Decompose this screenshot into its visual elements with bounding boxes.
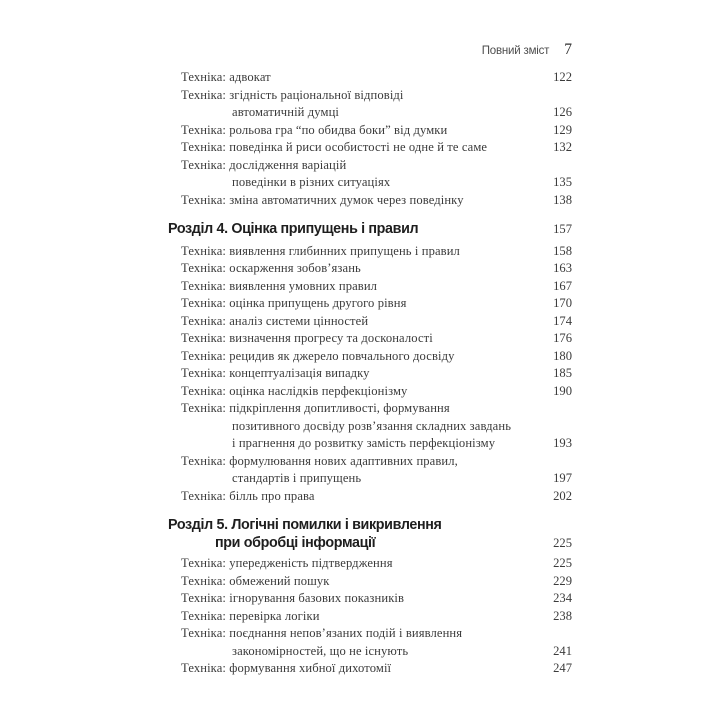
toc-list	[168, 69, 572, 678]
toc-entry-title: Техніка: перевірка логіки	[181, 608, 320, 623]
toc-entry-title: Техніка: дослідження варіацій	[181, 157, 347, 172]
toc-entry-title: Техніка: обмежений пошук	[181, 573, 330, 588]
toc-entry-title: при обробці інформації	[215, 534, 376, 551]
toc-row	[181, 660, 572, 678]
toc-entry-page: 126	[553, 105, 572, 119]
toc-row	[181, 643, 572, 661]
toc-row	[181, 435, 572, 453]
toc-row	[181, 157, 572, 175]
toc-row	[181, 555, 572, 573]
toc-row	[181, 122, 572, 140]
toc-entry-page: 229	[553, 573, 572, 588]
toc-entry-page: 157	[553, 222, 572, 236]
toc-entry-page: 234	[553, 591, 572, 605]
toc-entry-title: поведінки в різних ситуаціях	[232, 175, 391, 189]
toc-row	[181, 69, 572, 87]
toc-row	[181, 243, 572, 261]
toc-entry-title: позитивного досвіду розв’язання складних завдань	[232, 418, 512, 433]
toc-row	[181, 365, 572, 383]
toc-row	[181, 139, 572, 157]
toc-entry-page: 135	[553, 175, 572, 189]
toc-entry-title: Техніка: рецидив як джерело повчального досвіду	[181, 348, 455, 363]
toc-entry-title: Техніка: адвокат	[181, 70, 271, 84]
toc-row	[181, 330, 572, 348]
toc-entry-title: Техніка: виявлення умовних правил	[181, 278, 378, 293]
toc-row	[181, 470, 572, 488]
toc-entry-title: закономірностей, що не існують	[232, 643, 409, 658]
toc-entry-title: Техніка: формування хибної дихотомії	[181, 661, 392, 675]
toc-entry-page: 122	[553, 70, 572, 84]
toc-entry-page: 197	[553, 471, 572, 485]
toc-entry-page: 180	[553, 348, 572, 363]
toc-entry-title: Техніка: зміна автоматичних думок через поведінку	[181, 192, 464, 207]
toc-entry-title: Техніка: рольова гра “по обидва боки” від думки	[181, 122, 448, 137]
toc-entry-title: Техніка: аналіз системи цінностей	[181, 313, 369, 328]
toc-entry-page: 190	[553, 383, 572, 398]
running-header	[482, 41, 572, 59]
toc-entry-page: 241	[553, 643, 572, 658]
toc-entry-title: Техніка: визначення прогресу та досконалості	[181, 331, 433, 345]
toc-entry-title: Техніка: поведінка й риси особистості не одне й те саме	[181, 140, 488, 154]
toc-entry-title: стандартів і припущень	[232, 471, 362, 485]
toc-entry-page: 163	[553, 261, 572, 275]
toc-row	[181, 418, 572, 436]
toc-entry-title: Техніка: підкріплення допитливості, формування	[181, 401, 450, 415]
running-head-title: Повний зміст	[481, 45, 550, 57]
toc-entry-title: Техніка: оцінка наслідків перфекціонізму	[181, 383, 408, 398]
toc-entry-page: 238	[553, 608, 572, 623]
toc-row	[181, 400, 572, 418]
toc-entry-title: Розділ 4. Оцінка припущень і правил	[168, 221, 419, 237]
toc-entry-title: Техніка: формулювання нових адаптивних правил,	[181, 453, 458, 468]
toc-entry-page: 174	[553, 313, 572, 328]
toc-entry-title: Техніка: поєднання непов’язаних подій і виявлення	[181, 626, 463, 640]
toc-row	[181, 348, 572, 366]
toc-entry-page: 158	[553, 243, 572, 258]
toc-entry-page: 193	[553, 436, 572, 450]
toc-entry-page: 132	[553, 140, 572, 154]
toc-row	[181, 104, 572, 122]
toc-entry-page: 202	[553, 488, 572, 503]
toc-heading-row	[181, 535, 572, 553]
toc-entry-page: 170	[553, 296, 572, 310]
toc-entry-page: 129	[553, 122, 572, 137]
toc-row	[181, 313, 572, 331]
toc-entry-page: 185	[553, 366, 572, 380]
toc-entry-title: Техніка: оскарження зобов’язань	[181, 261, 361, 275]
toc-entry-page: 167	[553, 278, 572, 293]
toc-row	[181, 278, 572, 296]
toc-row	[181, 260, 572, 278]
toc-entry-title: Техніка: білль про права	[181, 488, 315, 503]
toc-row	[181, 625, 572, 643]
toc-entry-title: Техніка: оцінка припущень другого рівня	[181, 296, 407, 310]
toc-entry-page: 176	[553, 331, 572, 345]
toc-row	[181, 573, 572, 591]
toc-row	[181, 590, 572, 608]
toc-row	[181, 608, 572, 626]
toc-row	[181, 174, 572, 192]
toc-row	[181, 295, 572, 313]
toc-entry-page: 247	[553, 661, 572, 675]
toc-row	[181, 453, 572, 471]
toc-row	[181, 192, 572, 210]
toc-heading-row	[168, 221, 572, 239]
toc-entry-page: 138	[553, 192, 572, 207]
toc-entry-title: і прагнення до розвитку замість перфекціонізму	[232, 436, 496, 450]
toc-entry-page: 225	[553, 556, 572, 570]
toc-entry-title: автоматичній думці	[232, 105, 340, 119]
toc-entry-page: 225	[553, 535, 572, 550]
toc-row	[181, 383, 572, 401]
toc-row	[181, 488, 572, 506]
toc-entry-title: Техніка: упередженість підтвердження	[181, 556, 393, 570]
toc-entry-title: Техніка: ігнорування базових показників	[181, 591, 405, 605]
toc-row	[181, 87, 572, 105]
toc-heading-row	[168, 517, 572, 535]
toc-entry-title: Розділ 5. Логічні помилки і викривлення	[168, 517, 442, 533]
toc-entry-title: Техніка: концептуалізація випадку	[181, 366, 370, 380]
toc-entry-title: Техніка: виявлення глибинних припущень і правил	[181, 243, 460, 258]
toc-entry-title: Техніка: згідність раціональної відповіді	[181, 87, 404, 102]
page-number-folio: 7	[564, 41, 572, 58]
